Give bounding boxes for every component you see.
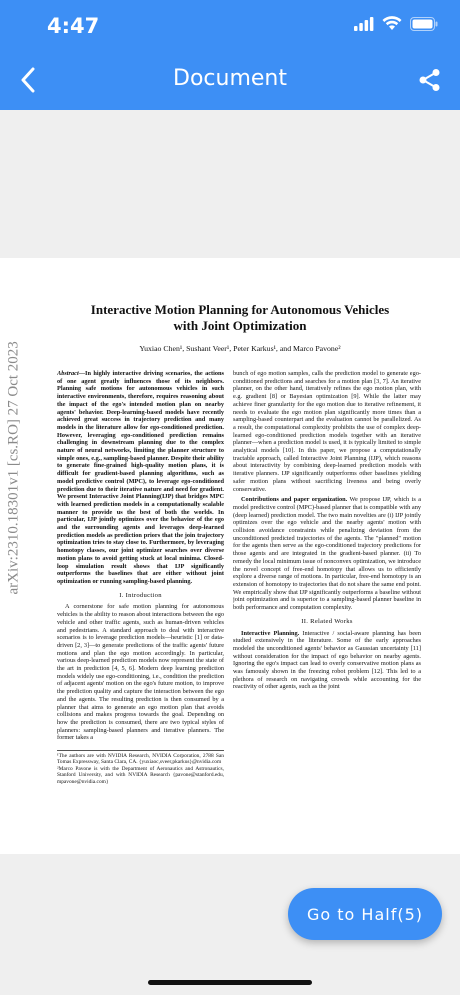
section-heading-introduction: I. Introduction <box>119 591 162 599</box>
footnote-1: ¹The authors are with NVIDIA Research, NVIDIA Corporation, 2788 San Tomas Expressway, Santa Clara, CA. {yuxiaoc,sveer,pkarkus}@nvidia.com <box>57 753 224 766</box>
arxiv-stamp: arXiv:2310.18301v1 [cs.RO] 27 Oct 2023 <box>5 341 22 595</box>
abstract-label: Abstract— <box>57 370 85 377</box>
status-bar <box>0 0 460 50</box>
paper-authors: Yuxiao Chen¹, Sushant Veer¹, Peter Karkus¹, and Marco Pavone² <box>139 344 341 353</box>
paper-title-line-2: with Joint Optimization <box>173 318 307 333</box>
left-column <box>57 370 224 850</box>
battery-icon <box>410 17 438 31</box>
paper-title <box>60 302 420 334</box>
share-button[interactable] <box>412 62 448 98</box>
home-indicator[interactable] <box>148 980 312 985</box>
right-column <box>233 370 421 850</box>
right-paragraph-1: bunch of ego motion samples, calls the prediction model to generate ego-conditioned predictions and searches for a motion plan [3, 7]. An iterative planner, on the other hand, iteratively refines the ego motion plan, with e.g. gradient [8] or Bayesian optimization [9]. While the latter may achieve finer granularity for the ego motion due to iterative refinement, it needs to evaluate the ego motion plan significantly more times than a sampling-based counterpart and the evaluation cannot be parallelized. As a result, the computational complexity prohibits the use of complex deep-learned ego-conditioned prediction models together with an iterative planner—when a prediction model is used, it is typically limited to simple analytical models [10]. In this paper, we propose a computationally tractable approach, called Interactive Joint Planning (IJP), which reasons about interactivity by combining deep-learned prediction models with iterative planners. IJP significantly outperforms other baselines yielding safer motion plans without sacrificing liveness and being overly conservative. <box>233 370 421 493</box>
footnotes <box>57 750 224 785</box>
right-paragraph-2 <box>233 496 421 612</box>
status-time: 4:47 <box>47 14 100 38</box>
interactive-planning-text: Interactive / social-aware planning has been studied extensively in the literature. Some of the early approaches modeled the unconditioned agents' behavior as Gaussian uncertainty [11] without consideration for the impact of ego behavior on nearby agents. Ignoring the ego's impact can lead to overly conservative motion plans as was famously shown in the freezing robot problem [12]. This led to a plethora of research on navigating crowds while accounting for the reactivity of other agents, such as the joint <box>233 629 421 691</box>
introduction-paragraph: A cornerstone for safe motion planning for autonomous vehicles is the ability to reason about interactions between the ego vehicle and other traffic agents, such as human-driven vehicles and pedestrians. A standard approach to deal with interactive scenarios is to leverage prediction models—heuristic [1] or data-driven [2, 3]—to generate predictions of the traffic agents' future motions and plan the ego motion accordingly. In particular, various deep-learned prediction models now represent the state of the art in prediction [4, 5, 6]. Modern deep learning prediction models widely use ego-conditioning, i.e., condition the prediction of adjacent agents' motion on the ego's future motion, to improve the prediction quality and capture the interaction between the ego and the agents. The resulting prediction is then consumed by a planner that aims to generate an ego motion plan that avoids collisions and makes progress towards the goal. Depending on how the prediction is consumed, there are two typical styles of planners: sampling-based planners and iterative planners. The former takes a <box>57 603 224 742</box>
navigation-bar <box>0 50 460 110</box>
paper-title-line-1: Interactive Motion Planning for Autonomous Vehicles <box>90 302 390 317</box>
interactive-planning-label: Interactive Planning. <box>241 629 300 637</box>
section-heading-related-works: II. Related Works <box>301 617 353 625</box>
status-icons <box>354 16 438 31</box>
page-title: Document <box>173 66 287 91</box>
share-icon <box>418 68 442 92</box>
right-paragraph-3 <box>233 630 421 692</box>
footnote-2: ²Marco Pavone is with the Department of Aeronautics and Astronautics, Stanford University, and with NVIDIA Research {pavone@stanford.edu, mpavone@nvidia.com} <box>57 765 224 785</box>
document-page[interactable] <box>0 258 460 854</box>
wifi-icon <box>382 16 402 31</box>
signal-icon <box>354 17 374 31</box>
contributions-text: We propose IJP, which is a model predictive control (MPC)-based planner that is compatible with any (deep learned) prediction model. The two main novelties are (i) IJP jointly optimizes over the ego vehicle and the nearby agents' motion with collision avoidance constraints while penalizing deviation from the unconditioned predicted trajectories of the agents. The "planned" motion for the agents then serve as the ego-conditioned trajectory predictions for those agents and are integrated in the gradient-based planner. (ii) To remedy the local minimum issue of nonconvex optimization, we introduce the novel concept of free-end homotopy that allows us to efficiently explore a diverse range of motions. In particular, free-end homotopy is an extension of homotopy to trajectories that do not share the same end point. We empirically show that IJP significantly outperforms a baseline without joint optimization and is superior to a sampling-based planner baseline in both performance and computation complexity. <box>233 496 421 612</box>
abstract <box>57 370 224 586</box>
abstract-text: In highly interactive driving scenarios, the actions of one agent greatly influences those of its neighbors. Planning safe motions for autonomous vehicles in such interactive environments, therefore, requires reasoning about the impact of the ego's intended motion plan on nearby agents' behavior. Deep-learning-based models have recently achieved great success in trajectory prediction and many models in the literature allow for ego-conditioned prediction. However, leveraging ego-conditioned prediction remains challenging in downstream planning due to the complex nature of neural networks, limiting the planner structure to simple ones, e.g., sampling-based planner. Despite their ability to generate fine-grained high-quality motion plans, it is difficult for gradient-based planning algorithms, such as model predictive control (MPC), to leverage ego-conditioned prediction due to their iterative nature and need for gradient. We present Interactive Joint Planning(IJP) that bridges MPC with learned prediction models in a computationally scalable manner to provide us the best of both the worlds. In particular, IJP jointly optimizes over the behavior of the ego and the surrounding agents and leverages deep-learned prediction models as prediction priors that the join trajectory optimization tries to stay close to. Furthermore, by leveraging homotopy classes, our joint optimizer searches over diverse motion plans to avoid getting stuck at local minima. Closed-loop simulation result shows that IJP significantly outperforms the baselines that are either without joint optimization or running sampling-based planning. <box>57 370 224 585</box>
contributions-label: Contributions and paper organization. <box>241 496 348 504</box>
go-to-half-button[interactable]: Go to Half(5) <box>288 888 442 940</box>
